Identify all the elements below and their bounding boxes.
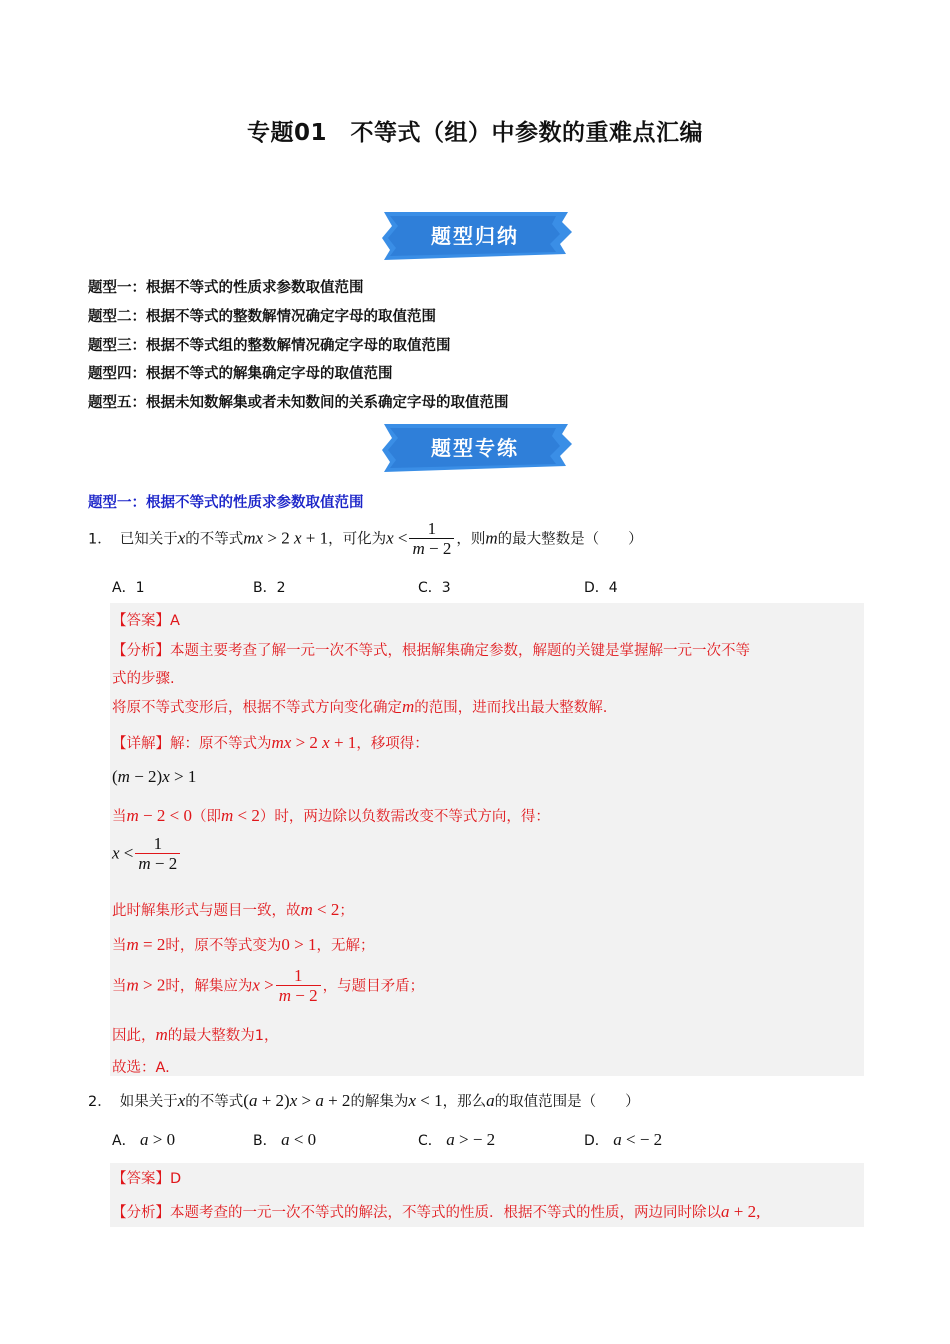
- option-d[interactable]: D． a < − 2: [584, 1130, 663, 1149]
- summary-banner-label: 题型归纳: [431, 224, 519, 248]
- detail-line: 当m > 2时，解集应为x > $\frac{1}{m - 2}$ ，与题目矛盾；: [112, 966, 425, 1005]
- analysis-line: 【分析】本题考查的一元一次不等式的解法，不等式的性质．根据不等式的性质，两边同时除以a + 2,: [112, 1202, 761, 1221]
- answer-label: 【答案】D: [112, 1171, 182, 1187]
- option-b[interactable]: B． a < 0: [253, 1130, 317, 1149]
- summary-banner: [380, 210, 576, 262]
- detail-line: 当m − 2 < 0（即m < 2）时，两边除以负数需改变不等式方向，得：: [112, 806, 550, 825]
- question-2: 2． 如果关于x的不等式(a + 2)x > a + 2的解集为x < 1，那么a的取值范围是（ ）: [88, 1091, 640, 1110]
- section-heading: 题型一：根据不等式的性质求参数取值范围: [88, 495, 364, 511]
- detail-line: 【详解】解：原不等式为mx > 2 x + 1，移项得：: [112, 733, 429, 752]
- detail-line: 此时解集形式与题目一致，故m < 2；: [112, 900, 354, 919]
- toc-item: 题型一：根据不等式的性质求参数取值范围: [88, 280, 364, 296]
- answer-box-1: [110, 603, 864, 1076]
- question-number: 2．: [88, 1094, 112, 1110]
- question-1: 1． 已知关于x的不等式mx > 2 x + 1，可化为x < $\frac{1}{m - 2}$ ，则m的最大整数是（ ）: [88, 519, 643, 558]
- question-number: 1．: [88, 531, 112, 548]
- toc-item: 题型三：根据不等式组的整数解情况确定字母的取值范围: [88, 338, 451, 354]
- option-d[interactable]: D．4: [584, 580, 618, 596]
- answer-box-2: [110, 1163, 864, 1227]
- toc-item: 题型二：根据不等式的整数解情况确定字母的取值范围: [88, 309, 436, 325]
- detail-line: 故选：A.: [112, 1060, 170, 1076]
- analysis-line: 式的步骤.: [112, 671, 175, 687]
- detail-line: 因此，m的最大整数为1，: [112, 1025, 279, 1044]
- option-c[interactable]: C．3: [418, 580, 451, 596]
- option-a[interactable]: A． a > 0: [112, 1130, 176, 1149]
- toc-item: 题型五：根据未知数解集或者未知数间的关系确定字母的取值范围: [88, 395, 509, 411]
- practice-banner-label: 题型专练: [431, 436, 519, 460]
- option-c[interactable]: C． a > − 2: [418, 1130, 496, 1149]
- detail-line: 当m = 2时，原不等式变为0 > 1，无解；: [112, 935, 375, 954]
- toc-item: 题型四：根据不等式的解集确定字母的取值范围: [88, 366, 393, 382]
- practice-banner: [380, 422, 576, 474]
- math-line: (m − 2)x > 1: [112, 767, 197, 786]
- answer-label: 【答案】A: [112, 613, 180, 629]
- page-title: 专题01 不等式（组）中参数的重难点汇编: [246, 120, 703, 146]
- analysis-line: 【分析】本题主要考查了解一元一次不等式，根据解集确定参数，解题的关键是掌握解一元一次不等: [112, 643, 750, 659]
- option-b[interactable]: B．2: [253, 580, 286, 596]
- math-line: x < $\frac{1}{m - 2}$: [112, 835, 182, 874]
- option-a[interactable]: A．1: [112, 580, 145, 596]
- analysis-line: 将原不等式变形后，根据不等式方向变化确定m的范围，进而找出最大整数解.: [112, 697, 608, 716]
